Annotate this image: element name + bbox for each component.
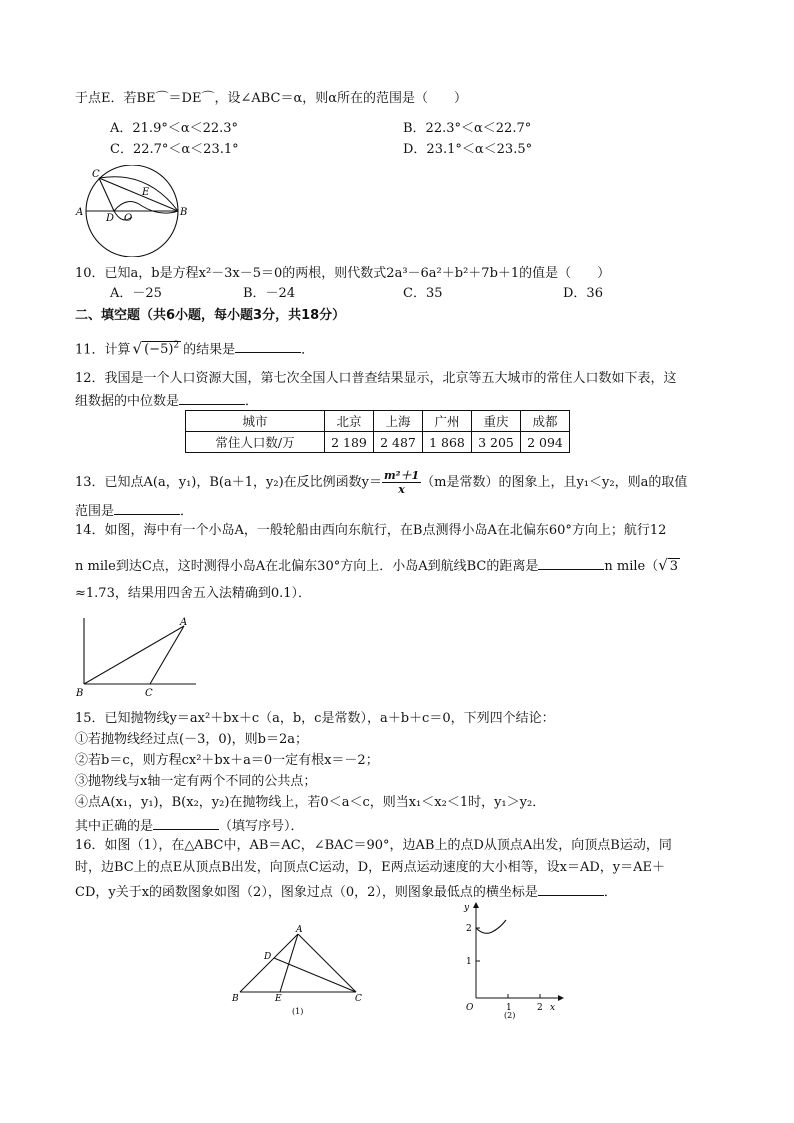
q16-fig2-label-x: x [550, 1003, 556, 1013]
q14-line1: 14．如图，海中有一个小岛A，一般轮船由西向东航行，在B点测得小岛A在北偏东60°方向上；航行12 [75, 523, 667, 538]
q10-stem: 10．已知a，b是方程x²－3x－5＝0的两根，则代数式2a³－6a²＋b²＋7b＋1的值是（ ） [75, 266, 611, 281]
table-row [186, 432, 570, 453]
q16-fig2-tick-x2: 2 [537, 1003, 543, 1013]
q14-line3: ≈1.73，结果用四舍五入法精确到0.1）． [75, 586, 312, 601]
q13-answer-blank[interactable] [114, 500, 180, 515]
q16-line3-text: CD，y关于x的函数图象如图（2），图象过点（0，2），则图象最低点的横坐标是 [75, 885, 538, 900]
q11-exponent: 2 [173, 341, 180, 351]
table-cell: 城市 [186, 411, 325, 432]
q13-line2-text: 范围是 [75, 504, 115, 519]
section-heading-fill-blank: 二、填空题（共6小题，每小题3分，共18分） [75, 308, 346, 323]
table-cell: 2 094 [521, 432, 570, 453]
q14-line2a: n mile到达C点，这时测得小岛A在北偏东30°方向上．小岛A到航线BC的距离是 [75, 559, 539, 574]
q14-label-b: B [76, 688, 84, 699]
q12-line2: 组数据的中位数是 ． [75, 390, 258, 411]
q9-option-d: D．23.1°＜α＜23.5° [403, 142, 533, 157]
q16-fig2-label-o: O [466, 1003, 474, 1013]
q9-label-c: C [92, 169, 100, 180]
q11-suffix: 的结果是 [183, 342, 236, 358]
q15-stem: 15．已知抛物线y＝ax²＋bx＋c（a，b，c是常数），a＋b＋c＝0，下列四个结论： [75, 711, 555, 726]
q14-answer-blank[interactable] [538, 555, 604, 570]
q16-fig2-tick-x1: 1 [506, 1003, 512, 1013]
q15-conclusion-3: ③抛物线与x轴一定有两个不同的公共点； [75, 774, 317, 789]
q16-fig1-label-a: A [296, 925, 303, 935]
q10-option-b: B．－24 [243, 286, 296, 301]
q15-conclusion-1: ①若抛物线经过点(－3，0)，则b＝2a； [75, 732, 309, 747]
q9-label-d: D [106, 213, 115, 224]
q14-line2b: n mile（ [604, 559, 659, 574]
q16-triangle-figure [228, 922, 368, 1018]
q11-sqrt-expression: √ $(-5)^2$ [132, 339, 180, 358]
q16-fig1-label-c: C [355, 994, 362, 1004]
q13-line1 [75, 468, 687, 498]
table-cell: 广州 [423, 411, 472, 432]
q9-option-a: A．21.9°＜α＜22.3° [110, 121, 239, 136]
q15-answer-line [75, 815, 304, 836]
q9-label-e: E [142, 187, 150, 198]
q11-answer-blank[interactable] [235, 338, 301, 353]
q13-numerator: m²＋1 [384, 469, 420, 482]
table-cell: 上海 [374, 411, 423, 432]
q10-option-c: C．35 [403, 286, 443, 301]
q16-fig2-tick-y1: 1 [466, 957, 472, 967]
q14-label-c: C [145, 688, 153, 699]
q16-fig1-label-e: E [275, 994, 282, 1004]
table-header-row [186, 411, 570, 432]
table-cell: 重庆 [472, 411, 521, 432]
q9-option-b: B．22.3°＜α＜22.7° [403, 121, 532, 136]
table-cell: 成都 [521, 411, 570, 432]
q16-line1: 16．如图（1），在△ABC中，AB＝AC，∠BAC＝90°，边AB上的点D从顶点A出发，向顶点B运动，同 [75, 838, 672, 853]
q16-fig2-tick-y2: 2 [466, 924, 472, 934]
q9-stem-tail: 于点E．若BE⌒＝DE⌒，设∠ABC＝α，则α所在的范围是（ ） [75, 91, 468, 106]
q14-line2 [75, 555, 680, 576]
q16-fig2-label-y: y [464, 903, 470, 913]
table-cell: 北京 [325, 411, 374, 432]
q16-line3: CD，y关于x的函数图象如图（2），图象过点（0，2），则图象最低点的横坐标是 ． [75, 881, 617, 902]
q13-part1: 13．已知点A(a，y₁)，B(a＋1，y₂)在反比例函数y＝ [75, 475, 382, 490]
q16-curve [476, 920, 506, 933]
table-cell: 3 205 [472, 432, 521, 453]
table-cell: 2 487 [374, 432, 423, 453]
q16-fig1-label-d: D [264, 952, 272, 962]
q11: 11．计算 √ $(-5)^2$ 的结果是 ． [75, 337, 314, 359]
q12-line2-text: 组数据的中位数是 [75, 394, 180, 409]
q9-circle-figure [72, 165, 196, 257]
q16-fig1-caption: (1) [292, 1007, 304, 1016]
table-cell: 2 189 [325, 432, 374, 453]
q15-answer-blank[interactable] [153, 815, 219, 830]
q14-figure [72, 612, 202, 700]
table-cell: 1 868 [423, 432, 472, 453]
q9-label-b: B [180, 207, 188, 218]
q11-prefix: 11．计算 [75, 342, 131, 358]
q14-sqrt3: √ 3 [658, 556, 679, 574]
q16-answer-blank[interactable] [538, 881, 604, 896]
q9-label-a: A [76, 207, 84, 218]
q13-line2: 范围是 ． [75, 500, 193, 521]
q16-fig1-label-b: B [232, 994, 239, 1004]
q9-option-c: C．22.7°＜α＜23.1° [110, 142, 239, 157]
population-table [185, 410, 570, 453]
q12-line1: 12．我国是一个人口资源大国，第七次全国人口普查结果显示，北京等五大城市的常住人口数如下表，这 [75, 371, 677, 386]
q11-radicand: (−5) [144, 342, 174, 358]
q16-line2: 时，边BC上的点E从顶点B出发，向顶点C运动，D，E两点运动速度的大小相等，设x＝AD，y＝AE＋ [75, 860, 666, 875]
q15-ans-prefix: 其中正确的是 [75, 819, 154, 834]
q15-ans-suffix: （填写序号）． [219, 819, 304, 834]
q12-answer-blank[interactable] [179, 390, 245, 405]
q15-conclusion-4: ④点A(x₁，y₁)，B(x₂，y₂)在抛物线上，若0＜a＜c，则当x₁＜x₂＜1时，y₁＞y₂． [75, 795, 546, 810]
q16-fig2-caption: (2) [504, 1011, 516, 1020]
q16-graph-figure [460, 898, 564, 1020]
q15-conclusion-2: ②若b＝c，则方程cx²＋bx＋a＝0一定有根x＝－2； [75, 753, 379, 768]
table-cell: 常住人口数/万 [186, 432, 325, 453]
q13-denominator: x [398, 483, 405, 496]
q13-part2: （m是常数）的图象上，且y₁＜y₂，则a的取值 [421, 475, 688, 490]
q9-label-o: O [124, 213, 133, 224]
q10-option-a: A．－25 [110, 286, 162, 301]
q13-fraction [382, 469, 421, 496]
q10-option-d: D．36 [563, 286, 603, 301]
q14-label-a: A [180, 617, 188, 628]
